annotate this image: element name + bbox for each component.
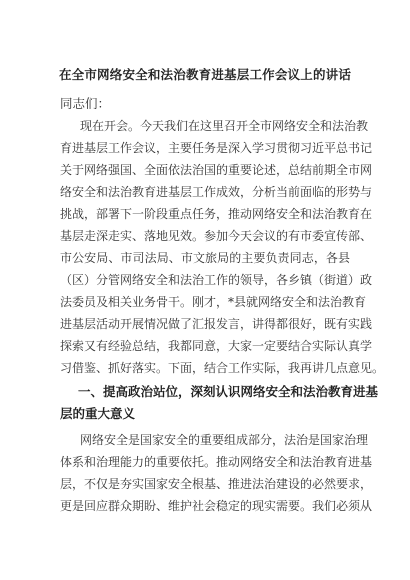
paragraph-line: 挑战，部署下一阶段重点任务，推动网络安全和法治教育在 (60, 207, 373, 221)
paragraph-line: 网络安全是国家安全的重要组成部分，法治是国家治理 (80, 433, 369, 447)
paragraph-line: 探索又有经验总结，我都同意，大家一定要结合实际认真学 (60, 339, 373, 353)
paragraph-line: 层，不仅是夯实国家安全根基、推进法治建设的必然要求， (60, 477, 373, 491)
paragraph-line: 市公安局、市司法局、市文旅局的主要负责同志，各县 (60, 251, 350, 265)
paragraph-line: 络安全和法治教育进基层工作成效，分析当前面临的形势与 (60, 185, 373, 199)
paragraph-line: 关于网络强国、全面依法治国的重要论述，总结前期全市网 (60, 163, 373, 177)
paragraph-line: 体系和治理能力的重要依托。推动网络安全和法治教育进基 (60, 455, 373, 469)
salutation: 同志们： (60, 96, 111, 111)
heading-line: 层的重大意义 (60, 406, 136, 421)
heading-line: 一、提高政治站位，深刻认识网络安全和法治教育进基 (78, 384, 379, 399)
document-title: 在全市网络安全和法治教育进基层工作会议上的讲话 (58, 67, 352, 82)
paragraph-line: 基层走深走实、落地见效。参加今天会议的有市委宣传部、 (60, 229, 373, 243)
paragraph-line: （区）分管网络安全和法治工作的领导，各乡镇（街道）政 (60, 273, 373, 287)
paragraph-line: 现在开会。今天我们在这里召开全市网络安全和法治教 (80, 119, 369, 133)
paragraph-line: 育进基层工作会议，主要任务是深入学习贯彻习近平总书记 (60, 141, 373, 155)
paragraph-line: 习借鉴、抓好落实。下面，结合工作实际，我再讲几点意见。 (60, 361, 385, 375)
paragraph-line: 法委员及相关业务骨干。刚才，*县就网络安全和法治教育 (60, 295, 367, 309)
paragraph-line: 进基层活动开展情况做了汇报发言，讲得都很好，既有实践 (60, 317, 373, 331)
paragraph-line: 更是回应群众期盼、维护社会稳定的现实需要。我们必须从 (60, 499, 373, 513)
